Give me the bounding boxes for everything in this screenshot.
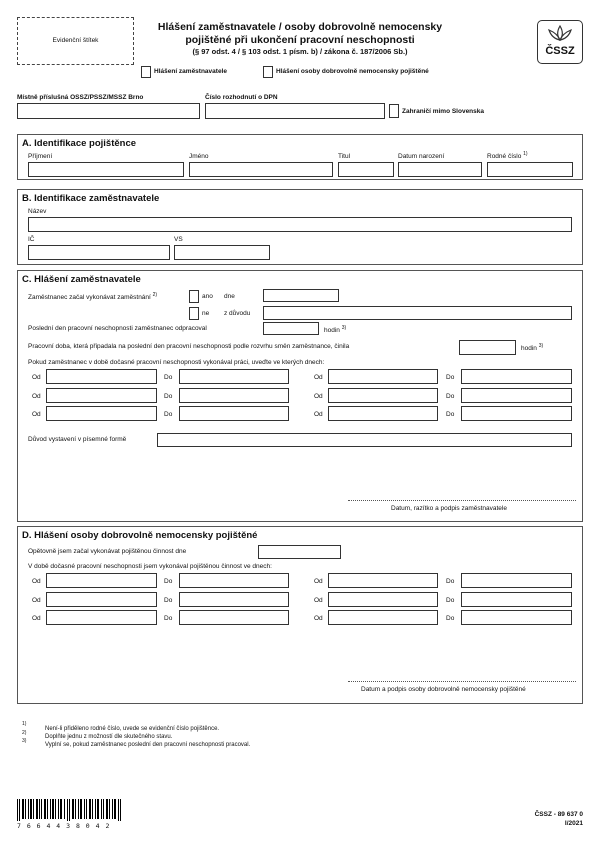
to-date-input[interactable]	[179, 406, 289, 421]
surname-input[interactable]	[28, 162, 184, 177]
employer-name-input[interactable]	[28, 217, 572, 232]
logo-text: ČSSZ	[545, 45, 575, 57]
office-label: Místně příslušná OSSZ/PSSZ/MSSZ Brno	[17, 94, 144, 101]
first-name-label: Jméno	[189, 153, 209, 160]
employer-signature-label: Datum, razítko a podpis zaměstnavatele	[391, 505, 507, 512]
degree-label: Titul	[338, 153, 351, 160]
checkbox-abroad[interactable]	[389, 104, 399, 118]
vs-label: VS	[174, 236, 183, 243]
birth-number-input[interactable]	[487, 162, 573, 177]
last-day-worked-label: Poslední den pracovní neschopnosti zaměstnanec odpracoval	[28, 325, 207, 332]
from-date-input[interactable]	[46, 573, 157, 588]
from-date-input[interactable]	[46, 406, 157, 421]
ico-input[interactable]	[28, 245, 170, 260]
to-date-input[interactable]	[461, 388, 572, 403]
degree-input[interactable]	[338, 162, 394, 177]
form-code: ČSSZ - 89 637 0	[534, 811, 583, 818]
checkbox-employer-label: Hlášení zaměstnavatele	[154, 68, 227, 75]
to-date-input[interactable]	[179, 369, 289, 384]
resumed-label: Opětovně jsem začal vykonávat pojištěnou činnost dne	[28, 548, 187, 555]
to-date-input[interactable]	[461, 610, 572, 625]
section-d-title: D. Hlášení osoby dobrovolně nemocensky pojištěné	[22, 530, 258, 541]
to-date-input[interactable]	[179, 610, 289, 625]
cssz-emblem-icon	[545, 24, 575, 42]
checkbox-employer-report[interactable]	[141, 66, 151, 78]
voluntary-signature-line	[348, 681, 576, 682]
last-day-hours-label	[324, 326, 346, 335]
form-title-line2: pojištěné při ukončení pracovní neschopnosti	[185, 34, 415, 46]
from-label: Od	[32, 615, 41, 622]
to-label: Do	[446, 597, 455, 604]
from-label: Od	[314, 578, 323, 585]
from-date-input[interactable]	[328, 592, 438, 607]
birth-number-label-text: Rodné číslo	[487, 153, 522, 161]
from-date-input[interactable]	[46, 592, 157, 607]
checkbox-voluntary-report[interactable]	[263, 66, 273, 78]
decision-number-input[interactable]	[205, 103, 385, 119]
form-title-line1: Hlášení zaměstnavatele / osoby dobrovolně nemocensky	[157, 21, 443, 33]
last-day-hours-footnote-ref: 3)	[341, 325, 347, 331]
working-time-hours-text: hodin	[521, 345, 537, 353]
to-label: Do	[164, 615, 173, 622]
from-label: Od	[32, 393, 41, 400]
last-day-hours-input[interactable]	[263, 322, 319, 335]
to-label: Do	[164, 393, 173, 400]
footnote-number: 2)	[22, 730, 27, 736]
from-date-input[interactable]	[328, 406, 438, 421]
from-date-input[interactable]	[328, 388, 438, 403]
to-date-input[interactable]	[461, 406, 572, 421]
began-reason-input[interactable]	[263, 306, 572, 320]
began-work-label	[28, 293, 157, 302]
from-label: Od	[314, 374, 323, 381]
from-label: Od	[314, 615, 323, 622]
to-label: Do	[446, 578, 455, 585]
to-label: Do	[446, 615, 455, 622]
footnote-number: 1)	[22, 721, 27, 727]
from-label: Od	[32, 374, 41, 381]
began-yes-label: ano	[202, 293, 213, 300]
written-reason-label: Důvod vystavení v písemné formě	[28, 436, 127, 443]
surname-label: Příjmení	[28, 153, 53, 160]
to-label: Do	[446, 411, 455, 418]
section-c-title: C. Hlášení zaměstnavatele	[22, 274, 141, 285]
abroad-label: Zahraničí mimo Slovenska	[402, 108, 485, 115]
from-label: Od	[314, 597, 323, 604]
from-date-input[interactable]	[328, 369, 438, 384]
ico-label: IČ	[28, 236, 35, 243]
from-date-input[interactable]	[46, 610, 157, 625]
last-day-hours-text: hodin	[324, 327, 340, 335]
began-work-label-text: Zaměstnanec začal vykonávat zaměstnání	[28, 294, 151, 302]
began-no-label: ne	[202, 310, 210, 317]
evidence-stamp-label: Evidenční štítek	[52, 37, 99, 44]
to-label: Do	[164, 411, 173, 418]
checkbox-voluntary-label: Hlášení osoby dobrovolně nemocensky pojištěné	[276, 68, 429, 75]
form-version: I/2021	[564, 820, 583, 827]
to-date-input[interactable]	[461, 573, 572, 588]
form-title-line3: (§ 97 odst. 4 / § 103 odst. 1 písm. b) / zákona č. 187/2006 Sb.)	[192, 47, 408, 56]
to-label: Do	[164, 578, 173, 585]
began-day-label: dne	[224, 293, 235, 300]
working-time-label: Pracovní doba, která připadala na poslední den pracovní neschopnosti podle rozvrhu směn zaměstnance, činila	[28, 343, 350, 350]
from-label: Od	[32, 578, 41, 585]
from-date-input[interactable]	[46, 388, 157, 403]
resumed-date-input[interactable]	[258, 545, 341, 559]
footnote-text: Není-li přiděleno rodné číslo, uvede se evidenční číslo pojištěnce.	[45, 726, 220, 732]
to-label: Do	[164, 597, 173, 604]
checkbox-began-no[interactable]	[189, 307, 199, 320]
footnote-text: Vyplní se, pokud zaměstnanec poslední den pracovní neschopnosti pracoval.	[45, 742, 251, 748]
from-date-input[interactable]	[328, 610, 438, 625]
to-date-input[interactable]	[461, 369, 572, 384]
voluntary-signature-label: Datum a podpis osoby dobrovolně nemocensky pojištěné	[361, 686, 526, 693]
footnote-text: Doplňte jednu z možností dle skutečného stavu.	[45, 734, 173, 740]
section-a-title: A. Identifikace pojištěnce	[22, 138, 137, 149]
birth-number-label	[487, 152, 528, 161]
from-label: Od	[314, 411, 323, 418]
birthdate-label: Datum narození	[398, 153, 445, 160]
from-date-input[interactable]	[46, 369, 157, 384]
from-date-input[interactable]	[328, 573, 438, 588]
to-date-input[interactable]	[179, 388, 289, 403]
temp-work-label: Pokud zaměstnanec v době dočasné pracovní neschopnosti vykonával práci, uveďte ve kterých dnech:	[28, 359, 325, 366]
working-time-footnote-ref: 3)	[538, 343, 544, 349]
birthdate-input[interactable]	[398, 162, 482, 177]
employer-name-label: Název	[28, 208, 47, 215]
from-label: Od	[32, 597, 41, 604]
barcode-number: 7 6 6 4 4 3 8 0 4 2	[17, 822, 111, 830]
section-b-title: B. Identifikace zaměstnavatele	[22, 193, 160, 204]
evidence-stamp-box	[17, 17, 134, 65]
footnote-number: 3)	[22, 738, 27, 744]
from-label: Od	[314, 393, 323, 400]
birth-number-footnote-ref: 1)	[523, 151, 528, 157]
began-date-input[interactable]	[263, 289, 339, 302]
first-name-input[interactable]	[189, 162, 333, 177]
began-work-footnote-ref: 2)	[152, 292, 158, 298]
voluntary-temp-work-label: V době dočasné pracovní neschopnosti jsem vykonával pojištěnou činnost ve dnech:	[28, 563, 272, 570]
employer-signature-line	[348, 500, 576, 501]
to-date-input[interactable]	[179, 592, 289, 607]
checkbox-began-yes[interactable]	[189, 290, 199, 303]
from-label: Od	[32, 411, 41, 418]
to-label: Do	[446, 374, 455, 381]
office-input[interactable]	[17, 103, 200, 119]
to-date-input[interactable]	[179, 573, 289, 588]
began-reason-label: z důvodu	[224, 310, 251, 317]
working-time-hours-label	[521, 344, 543, 353]
working-time-hours-input[interactable]	[459, 340, 516, 355]
to-label: Do	[164, 374, 173, 381]
cssz-logo	[537, 20, 583, 64]
barcode	[17, 799, 127, 821]
to-date-input[interactable]	[461, 592, 572, 607]
to-label: Do	[446, 393, 455, 400]
vs-input[interactable]	[174, 245, 270, 260]
decision-number-label: Číslo rozhodnutí o DPN	[205, 94, 278, 101]
written-reason-input[interactable]	[157, 433, 572, 447]
